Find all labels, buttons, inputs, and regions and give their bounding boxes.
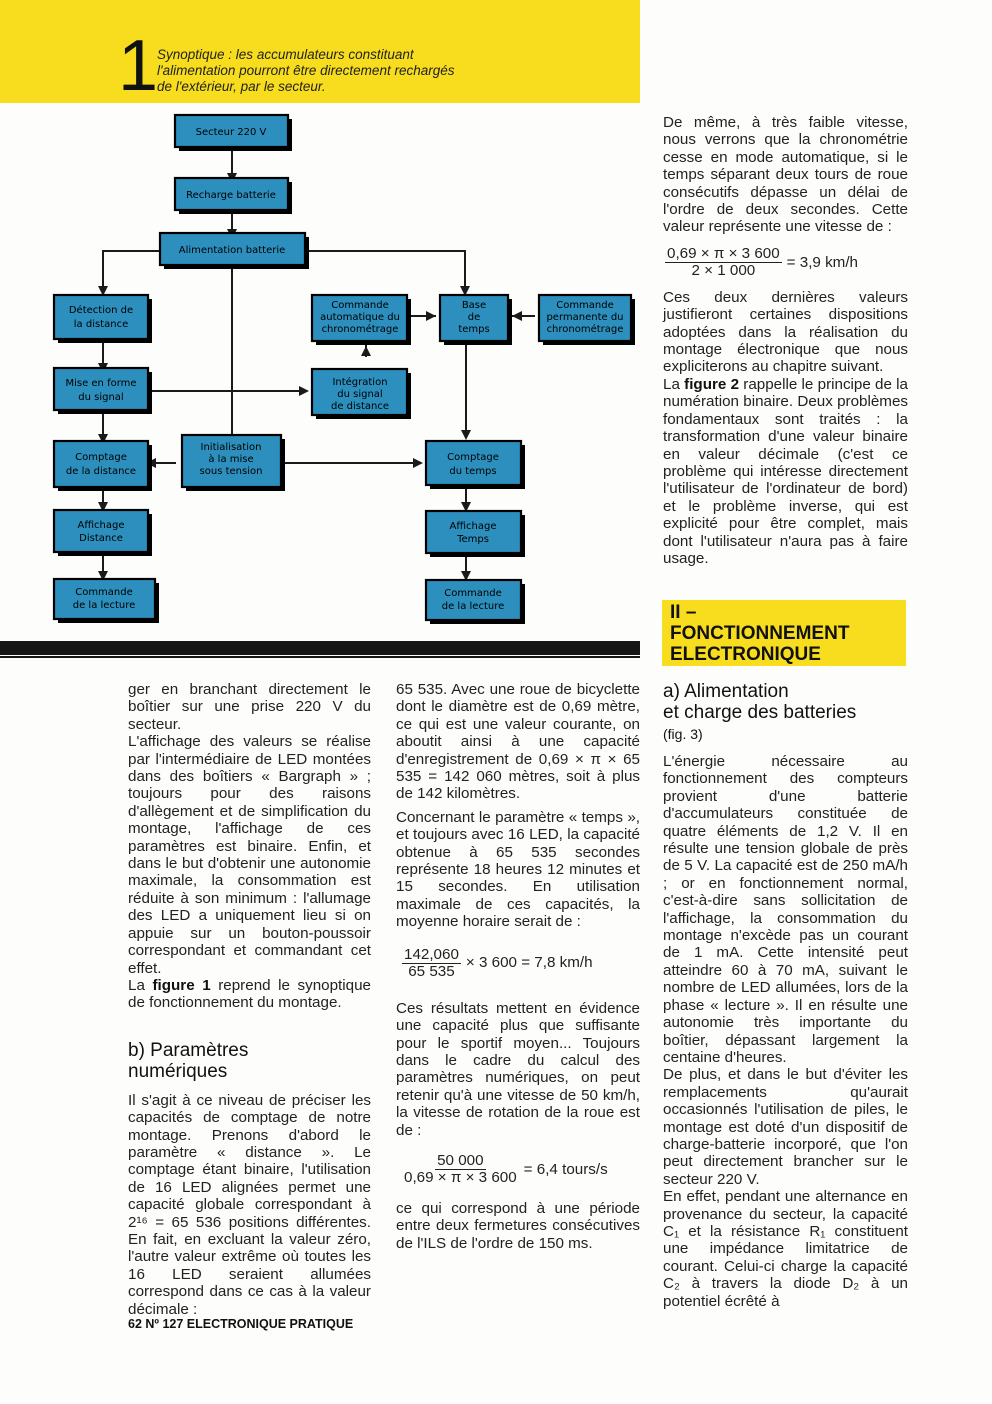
page-footer: 62 Nº 127 ELECTRONIQUE PRATIQUE bbox=[128, 1317, 354, 1331]
box-commande-permanente-l2: permanente du bbox=[546, 312, 624, 323]
box-commande-auto bbox=[312, 295, 411, 345]
box-commande-auto-l2: automatique du bbox=[320, 312, 400, 323]
box-affichage-temps-l2: Temps bbox=[457, 534, 489, 545]
box-comptage-temps-l2: du temps bbox=[449, 466, 497, 477]
box-commande-permanente-l3: chronométrage bbox=[546, 324, 624, 335]
column-3-bottom bbox=[663, 681, 908, 1310]
separator-bar bbox=[0, 641, 640, 655]
box-affichage-temps-l1: Affichage bbox=[449, 521, 497, 532]
col3-paragraph-4: L'énergie nécessaire au fonctionnement des compteurs provient d'une batterie d'accumulateurs constituée de quatre éléments de 1,2 V. Il en résulte une tension globale de près de 5 V. La capacité est de 250 mA/h ; or en fonctionnement normal, c'est-à-dire sans sollicitation de l'affichage, la consommation du montage n'excède pas un courant de 1 mA. Cette intensité peut atteindre 60 à 70 mA, suivant le nombre de LED allumées, lors de la phase « lecture ». Il en résulte une autonomie très importante du boîtier, dépassant largement la centaine d'heures. bbox=[663, 753, 908, 1066]
box-detection-l1: Détection de bbox=[68, 305, 134, 316]
box-commande-lecture-2 bbox=[426, 580, 525, 624]
box-initialisation-l3: sous tension bbox=[199, 466, 263, 477]
col2-paragraph-1: 65 535. Avec une roue de bicyclette dont le diamètre est de 0,69 mètre, ce qui est une valeur courante, on aboutit ainsi à une capacité d'enregistrement de 0,69 × π × 65 535 = 142 060 mètres, soit à plus de 142 kilomètres. bbox=[396, 681, 640, 803]
formula-3-result: = 3,9 km/h bbox=[786, 253, 859, 271]
col1-paragraph-4: Il s'agit à ce niveau de préciser les capacités de comptage de notre montage. Prenons d'abord le paramètre « distance ». Le comptage étant binaire, l'utilisation de 16 LED alignées permet une capacité globale correspondant à 2¹⁶ = 65 536 positions différentes. En fait, en excluant la valeur zéro, l'autre valeur extrême où toutes les 16 LED seraient allumées correspond dans ce cas à la valeur décimale : bbox=[128, 1091, 371, 1318]
box-commande-lecture-1 bbox=[54, 579, 159, 623]
box-recharge bbox=[175, 178, 292, 214]
formula-faible-vitesse bbox=[665, 246, 908, 279]
box-recharge-label: Recharge batterie bbox=[186, 190, 276, 201]
col3-paragraph-3: La figure 2 rappelle le principe de la numération binaire. Deux problèmes fondamentaux sont traités : la transformation d'une valeur binaire en valeur décimale (c'est ce problème qui intéresse directement l'utilisateur de l'ordinateur de bord) et le problème inverse, qui est explicité pour être complet, mais dont l'utilisateur n'aura pas à faire usage. bbox=[663, 375, 908, 567]
box-comptage-distance-l1: Comptage bbox=[75, 452, 127, 463]
col2-paragraph-3: Ces résultats mettent en évidence une capacité plus que suffisante pour le sportif moyen... Toujours dans le cadre du calcul des paramètres numériques, on peut retenir qu'à une vitesse de 50 km/h, la vitesse de rotation de la roue est de : bbox=[396, 999, 640, 1139]
formula-2-denominator: 0,69 × π × 3 600 bbox=[404, 1168, 517, 1186]
box-detection-l2: la distance bbox=[73, 319, 129, 330]
figure-1-ref: figure 1 bbox=[152, 976, 211, 994]
box-commande-lecture-1-l1: Commande bbox=[75, 587, 133, 598]
box-mise-en-forme bbox=[54, 368, 152, 414]
separator-rule bbox=[0, 656, 640, 658]
box-base-temps-l3: temps bbox=[458, 324, 490, 335]
box-integration bbox=[312, 369, 411, 419]
box-base-temps bbox=[440, 295, 512, 345]
box-base-temps-l2: de bbox=[467, 312, 481, 323]
synoptic-diagram bbox=[0, 103, 640, 633]
box-alimentation-label: Alimentation batterie bbox=[178, 245, 286, 256]
heading-b-parametres: b) Paramètres numériques bbox=[128, 1039, 249, 1082]
box-commande-auto-l1: Commande bbox=[331, 300, 389, 311]
formula-2-result: = 6,4 tours/s bbox=[523, 1160, 608, 1178]
box-commande-lecture-2-l1: Commande bbox=[444, 588, 502, 599]
box-integration-l3: de distance bbox=[330, 401, 390, 412]
box-commande-permanente bbox=[539, 295, 635, 345]
box-base-temps-l1: Base bbox=[461, 300, 487, 311]
box-initialisation-l2: à la mise bbox=[208, 454, 254, 465]
col2-paragraph-4: ce qui correspond à une période entre deux fermetures consécutives de l'ILS de l'ordre de 150 ms. bbox=[396, 1199, 640, 1252]
column-2 bbox=[396, 681, 640, 1252]
figure-caption: Synoptique : les accumulateurs constituant l'alimentation pourront être directement rechargés de l'extérieur, par le secteur. bbox=[157, 47, 455, 94]
box-comptage-distance bbox=[54, 441, 152, 491]
col1-paragraph-2: L'affichage des valeurs se réalise par l'intermédiaire de LED montées dans des boîtiers « Bargraph » ; toujours pour des raisons d'allègement et de simplification du montage, l'affichage de ces paramètres est binaire. Enfin, et dans le but d'obtenir une autonomie maximale, la consommation est réduite à son minimum : l'allumage des LED a uniquement lieu si on appuie sur un bouton-poussoir correspondant et commandant cet effet. bbox=[128, 733, 371, 977]
box-affichage-distance-l1: Affichage bbox=[77, 520, 125, 531]
box-affichage-temps bbox=[426, 511, 525, 557]
formula-2-numerator: 50 000 bbox=[437, 1151, 484, 1169]
formula-1-result: × 3 600 = 7,8 km/h bbox=[465, 954, 593, 972]
column-1 bbox=[128, 681, 371, 1318]
box-comptage-distance-l2: de la distance bbox=[65, 466, 137, 477]
col1-paragraph-3: La figure 1 reprend le synoptique de fonctionnement du montage. bbox=[128, 976, 371, 1012]
figure-2-ref: figure 2 bbox=[684, 375, 740, 393]
box-commande-lecture-1-l2: de la lecture bbox=[72, 600, 136, 611]
box-affichage-distance bbox=[54, 510, 152, 556]
col2-paragraph-2: Concernant le paramètre « temps », et toujours avec 16 LED, la capacité obtenue à 65 535 secondes représente 18 heures 12 minutes et 15 secondes. En utilisation maximale de ces capacités, la moyenne horaire serait de : bbox=[396, 808, 640, 931]
box-detection bbox=[54, 295, 152, 343]
heading-a-alimentation: a) Alimentation et charge des batteries (fig. 3) bbox=[663, 681, 857, 742]
col3-paragraph-5: De plus, et dans le but d'éviter les remplacements qu'aurait occasionnés l'utilisation de piles, le montage est doté d'un dispositif de charge-batterie incorporé, que l'on peut directement brancher sur le secteur 220 V. bbox=[663, 1066, 908, 1188]
box-comptage-temps-l1: Comptage bbox=[447, 452, 499, 463]
col1-paragraph-1: ger en branchant directement le boîtier sur une prise 220 V du secteur. bbox=[128, 681, 371, 733]
box-initialisation-l1: Initialisation bbox=[200, 442, 262, 453]
col3-paragraph-6: En effet, pendant une alternance en provenance du secteur, la capacité C₁ et la résistance R₁ constituent une impédance limitatrice de courant. Celui-ci charge la capacité C₂ à travers la diode D₂ à un potentiel écrêté à bbox=[663, 1188, 908, 1310]
box-secteur bbox=[175, 115, 292, 151]
box-initialisation bbox=[182, 435, 285, 491]
formula-3-denominator: 2 × 1 000 bbox=[691, 261, 756, 279]
box-commande-auto-l3: chronométrage bbox=[321, 324, 399, 335]
box-integration-l1: Intégration bbox=[332, 377, 388, 388]
col3-paragraph-1: De même, à très faible vitesse, nous verrons que la chronométrie cesse en mode automatique, si le temps séparant deux tours de roue consécutifs dépasse un délai de l'ordre de deux secondes. Cette valeur représente une vitesse de : bbox=[663, 114, 908, 236]
section-title: II – FONCTIONNEMENT ELECTRONIQUE bbox=[670, 602, 850, 665]
box-comptage-temps bbox=[426, 441, 525, 489]
box-mise-en-forme-l2: du signal bbox=[78, 392, 124, 403]
box-mise-en-forme-l1: Mise en forme bbox=[65, 378, 137, 389]
box-alimentation bbox=[160, 233, 309, 269]
formula-rotation bbox=[402, 1153, 640, 1186]
formula-3-numerator: 0,69 × π × 3 600 bbox=[667, 244, 780, 262]
column-3-top bbox=[663, 114, 908, 567]
formula-1-denominator: 65 535 bbox=[408, 962, 455, 980]
box-secteur-label: Secteur 220 V bbox=[195, 127, 267, 138]
box-commande-lecture-2-l2: de la lecture bbox=[441, 601, 505, 612]
box-commande-permanente-l1: Commande bbox=[556, 300, 614, 311]
box-affichage-distance-l2: Distance bbox=[79, 533, 123, 544]
formula-moyenne-horaire bbox=[402, 947, 640, 980]
figure-number: 1 bbox=[118, 26, 159, 106]
formula-1-numerator: 142,060 bbox=[404, 945, 459, 963]
box-integration-l2: du signal bbox=[337, 389, 383, 400]
col3-paragraph-2: Ces deux dernières valeurs justifieront certaines dispositions adoptées dans la réalisation du montage électronique que nous expliciterons au chapitre suivant. bbox=[663, 288, 908, 376]
